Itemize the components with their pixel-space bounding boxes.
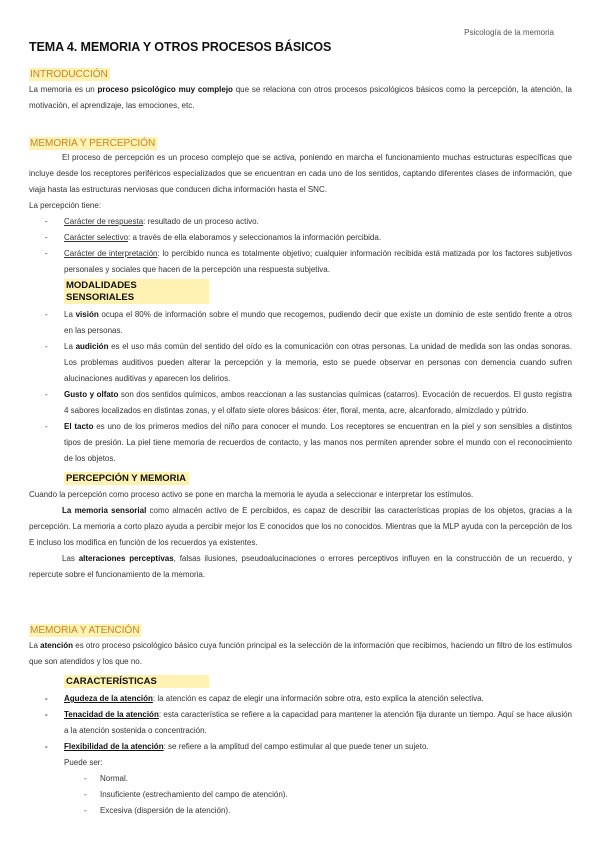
list-item — [29, 230, 572, 246]
list-item — [29, 691, 572, 707]
list-item-text: ocupa el 80% de información sobre el mundo que recogemos, pudiendo decir que existe un dominio de este sentido frente a otros en las personas. — [64, 310, 572, 335]
atencion-bold-term: atención — [40, 641, 74, 650]
list-item — [29, 246, 572, 278]
list-item-term: Carácter selectivo — [64, 233, 129, 242]
section-percepcion — [29, 133, 572, 151]
list-item — [29, 739, 572, 755]
list-item: - Excesiva (dispersión de la atención). — [29, 803, 572, 819]
pm-prefix: Las — [62, 554, 79, 563]
list-item: - Normal. — [29, 771, 572, 787]
list-item-term: Flexibilidad de la atención — [64, 742, 164, 751]
pm-text: como almacén activo de E percibidos, es capaz de describir las características propias de los objetos, gracias a la percepción. La memoria a corto plazo ayuda a percibir mejor los E conocidos que los no conocidos. Mientras que la MLP ayuda con la percepción de los E incluso los modifica en función de los recuerdos ya existentes. — [29, 506, 573, 547]
list-item-term: Carácter de respuesta — [64, 217, 144, 226]
list-item-text: : a través de ella elaboramos y seleccionamos la información percibida. — [128, 233, 382, 242]
list-item — [29, 214, 572, 230]
list-item-text: : la atención es capaz de elegir una información sobre otra, esto explica la atención selectiva. — [152, 694, 484, 703]
section-heading-percepcion: MEMORIA Y PERCEPCIÓN — [30, 138, 156, 149]
atencion-body — [29, 638, 572, 819]
intro-bold-term: proceso psicológico muy complejo — [97, 85, 233, 94]
modalidades-heading-row — [29, 279, 572, 305]
list-item: - Insuficiente (estrechamiento del campo de atención). — [29, 787, 572, 803]
pm-bold-term: alteraciones perceptivas — [78, 554, 174, 563]
list-item — [29, 307, 572, 339]
percepcion-paragraph-1: El proceso de percepción es un proceso complejo que se activa, poniendo en marcha el funcionamiento muchas estructuras específicas que incluye desde los receptores periféricos especializados que se encuentran en cada uno de los sentidos, captando diferentes clases de información, que viaja hasta las estructuras nerviosas que conducen dicha información hasta el SNC. — [29, 153, 572, 194]
list-item-term: Tenacidad de la atención — [64, 710, 159, 719]
list-item-text: es el uso más común del sentido del oído es la comunicación con otras personas. La unidad de medida son las ondas sonoras. Los problemas auditivos pueden alterar la percepción y la memoria, esto se puede observar en personas con demencia cuando sufren alucinaciones auditivas y aparecen los delirios. — [64, 342, 573, 383]
atencion-text: es otro proceso psicológico básico cuya función principal es la selección de la información que recibimos, haciendo un filtro de los estímulos que son atendidos y los que no. — [29, 641, 572, 666]
list-item-term: Agudeza de la atención — [64, 694, 153, 703]
subheading-modalidades: MODALIDADES SENSORIALES — [64, 279, 209, 304]
list-item-term: Carácter de interpretación — [64, 249, 158, 258]
section-atencion — [29, 620, 572, 638]
list-item — [29, 707, 572, 739]
pm-text: , falsas ilusiones, pseudoalucinaciones o errores perceptivos influyen en la construcción de un recuerdo, y repercute sobre el funcionamiento de la memoria. — [29, 554, 572, 579]
list-item-text: es uno de los primeros medios del niño para conocer el mundo. Los receptores se encuentran en la piel y son sensibles a distintos tipos de presión. La piel tiene memoria de recuerdos de contacto, y las manos nos permiten aprender sobre el mundo con el reconocimiento de los objetos. — [64, 422, 572, 463]
list-item-text: : esta característica se refiere a la capacidad para mantener la atención fija durante un tiempo. Aquí se hace alusión a la atención sostenida o concentración. — [64, 710, 573, 735]
atencion-prefix: La — [29, 641, 41, 650]
running-header: Psicología de la memoria — [464, 28, 554, 37]
subheading-percepcion-memoria: PERCEPCIÓN Y MEMORIA — [64, 472, 189, 485]
section-heading-atencion: MEMORIA Y ATENCIÓN — [30, 625, 140, 636]
list-item-prefix: La — [64, 342, 76, 351]
list-item-text: : resultado de un proceso activo. — [143, 217, 259, 226]
list-item-text: son dos sentidos químicos, ambos reaccionan a las sustancias químicas (catarros). Evocación de recuerdos. El gusto registra 4 sabores localizados en distintas zonas, y el olfato siete olores básicos: éter, floral, menta, acre, alcanforado, almizclado y pútrido. — [64, 390, 572, 415]
pm-paragraph-3 — [29, 551, 572, 583]
percepcion-paragraph-2: La percepción tiene: — [29, 201, 102, 210]
modalidades-list — [29, 307, 572, 467]
list-item-term: visión — [75, 310, 99, 319]
pm-bold-term: La memoria sensorial — [62, 506, 147, 515]
list-item-term: Gusto y olfato — [64, 390, 119, 399]
puede-ser-label: Puede ser: — [64, 758, 103, 767]
percepcion-caracteres-list — [29, 214, 572, 278]
list-item — [29, 339, 572, 387]
intro-text-c: que se relaciona con otros procesos psicológicos básicos como la percepción, la atención, la motivación, el aprendizaje, las emociones, etc. — [29, 85, 572, 110]
caracteristicas-heading-row — [29, 671, 572, 689]
document-title: TEMA 4. MEMORIA Y OTROS PROCESOS BÁSICOS — [29, 40, 332, 54]
subheading-caracteristicas: CARACTERÍSTICAS — [64, 675, 209, 688]
list-item-prefix: La — [64, 310, 76, 319]
pm-heading-row — [29, 468, 572, 486]
list-item-text: : se refiere a la amplitud del campo estimular al que puede tener un sujeto. — [163, 742, 429, 751]
percepcion-body — [29, 150, 572, 583]
list-item-text: : lo percibido nunca es totalmente objetivo; cualquier información recibida está matizada por los factores subjetivos personales y sociales que hacen de la percepción una respuesta subjetiva. — [64, 249, 572, 274]
list-item — [29, 419, 572, 467]
section-heading-introduccion: INTRODUCCIÓN — [30, 69, 108, 80]
tipos-list — [29, 771, 572, 819]
caracteristicas-list — [29, 691, 572, 755]
section-introduccion — [29, 64, 572, 82]
atencion-paragraph-1 — [29, 638, 572, 670]
pm-paragraph-1: Cuando la percepción como proceso activo se pone en marcha la memoria le ayuda a seleccionar e interpretar los estímulos. — [29, 490, 474, 499]
list-item-term: El tacto — [64, 422, 94, 431]
list-item — [29, 387, 572, 419]
intro-text-a: La memoria es un — [29, 85, 98, 94]
pm-paragraph-2 — [29, 503, 572, 551]
intro-paragraph — [29, 82, 572, 114]
list-item-term: audición — [75, 342, 109, 351]
